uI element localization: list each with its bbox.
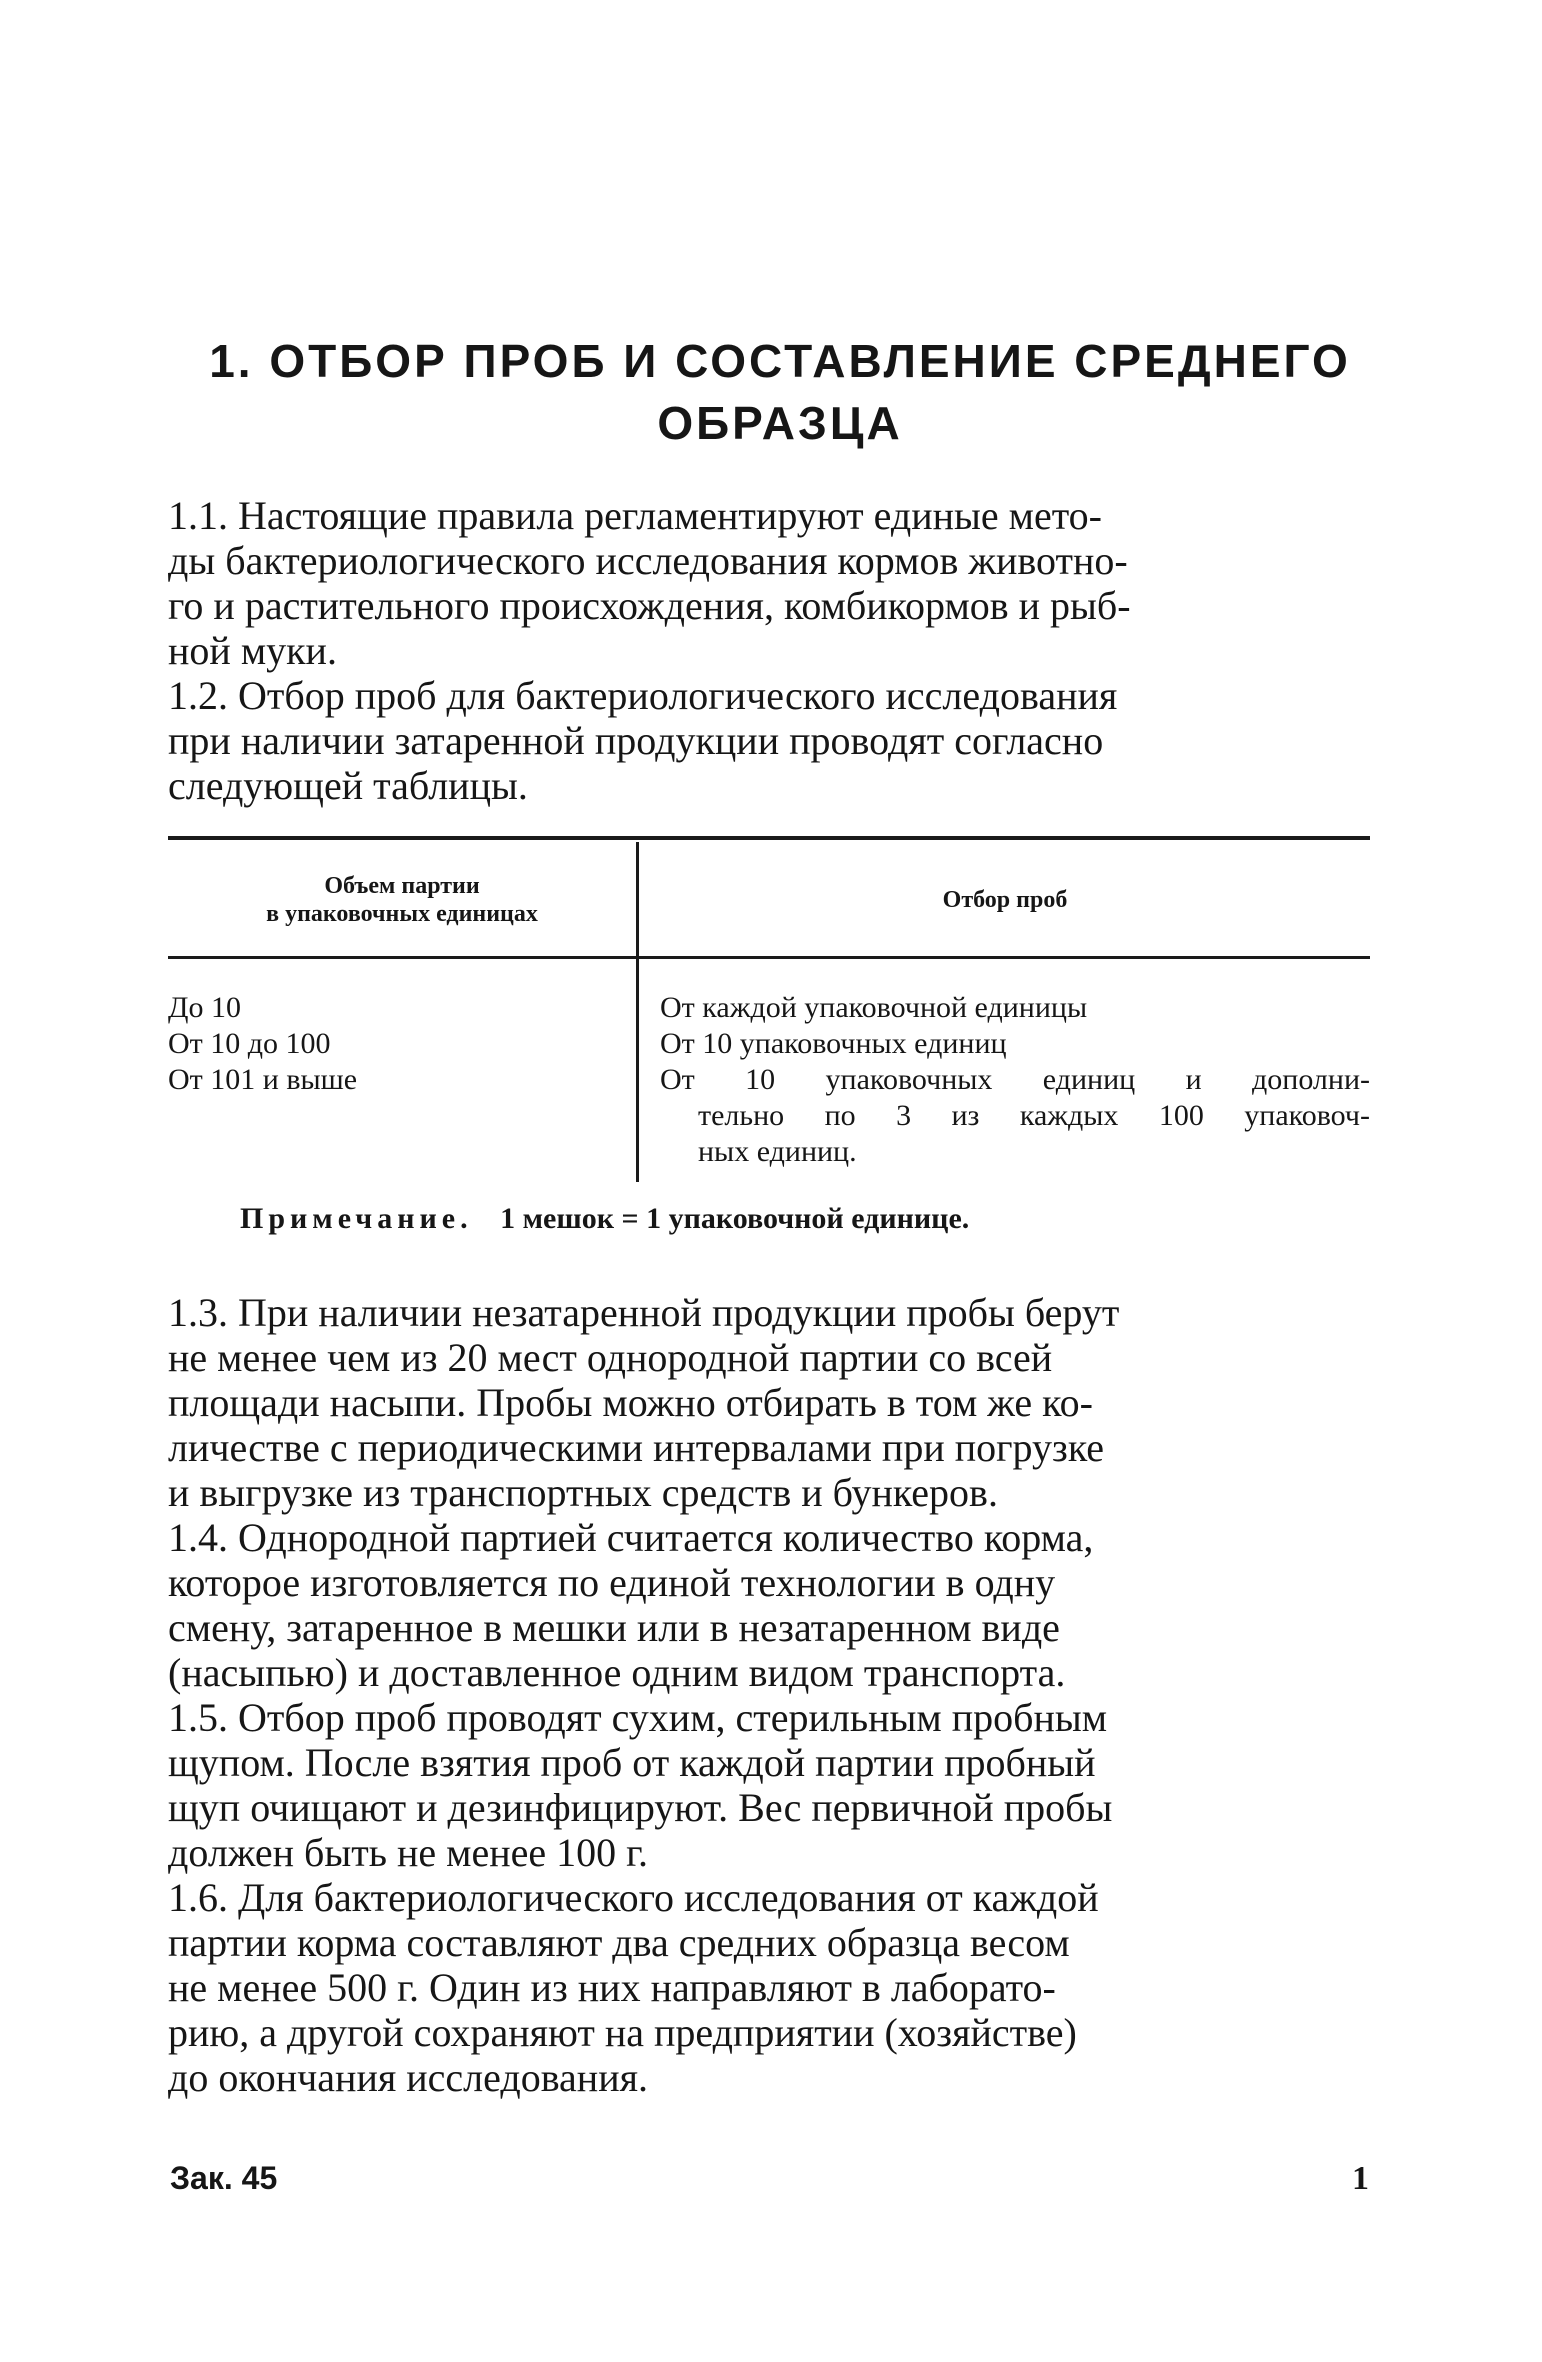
text-line: не менее чем из 20 мест однородной партии со всей bbox=[168, 1335, 1053, 1380]
table-column-volume bbox=[168, 990, 628, 1098]
text-line: 1.3. При наличии незатаренной продукции пробы берут bbox=[168, 1290, 1120, 1335]
text-line: го и растительного происхождения, комбикормов и рыб- bbox=[168, 583, 1131, 628]
paragraph-1-4 bbox=[168, 1515, 1370, 1695]
section-title bbox=[160, 330, 1400, 454]
text-line: 1.2. Отбор проб для бактериологического исследования bbox=[168, 673, 1118, 718]
text-line: следующей таблицы. bbox=[168, 763, 528, 808]
text-line: щуп очищают и дезинфицируют. Вес первичной пробы bbox=[168, 1785, 1113, 1830]
table-cell: От 10 упаковочных единиц и дополни- bbox=[660, 1063, 1370, 1096]
section-title-line-2: ОБРАЗЦА bbox=[657, 397, 903, 449]
paragraph-1-5 bbox=[168, 1695, 1370, 1875]
table-column-divider bbox=[636, 842, 639, 1182]
text-line: и выгрузке из транспортных средств и бункеров. bbox=[168, 1470, 998, 1515]
note-text: 1 мешок = 1 упаковочной единице. bbox=[500, 1202, 970, 1235]
text-line: (насыпью) и доставленное одним видом транспорта. bbox=[168, 1650, 1066, 1695]
table-top-rule bbox=[168, 836, 1370, 840]
text-line: партии корма составляют два средних образца весом bbox=[168, 1920, 1070, 1965]
text-line: 1.5. Отбор проб проводят сухим, стерильным пробным bbox=[168, 1695, 1108, 1740]
text-line: которое изготовляется по единой технологии в одну bbox=[168, 1560, 1056, 1605]
header-line: в упаковочных единицах bbox=[266, 901, 538, 927]
table-cell: От каждой упаковочной единицы bbox=[660, 991, 1088, 1024]
table-cell: ных единиц. bbox=[698, 1135, 857, 1168]
text-line: 1.1. Настоящие правила регламентируют единые мето- bbox=[168, 493, 1102, 538]
text-line: щупом. После взятия проб от каждой партии пробный bbox=[168, 1740, 1096, 1785]
note-label: Примечание. bbox=[240, 1202, 473, 1235]
text-line: должен быть не менее 100 г. bbox=[168, 1830, 649, 1875]
table-cell: От 101 и выше bbox=[168, 1063, 358, 1096]
text-line: ды бактериологического исследования кормов животно- bbox=[168, 538, 1128, 583]
text-line: не менее 500 г. Один из них направляют в лаборато- bbox=[168, 1965, 1056, 2010]
paragraph-1-1 bbox=[168, 493, 1370, 673]
table-cell: До 10 bbox=[168, 991, 241, 1024]
paragraph-1-6 bbox=[168, 1875, 1370, 2100]
order-number: Зак. 45 bbox=[170, 2160, 278, 2196]
text-line: ной муки. bbox=[168, 628, 337, 673]
table-header-volume bbox=[168, 872, 636, 928]
paragraph-1-2 bbox=[168, 673, 1370, 808]
text-line: рию, а другой сохраняют на предприятии (хозяйстве) bbox=[168, 2010, 1077, 2055]
text-line: 1.4. Однородной партией считается количество корма, bbox=[168, 1515, 1094, 1560]
text-line: при наличии затаренной продукции проводят согласно bbox=[168, 718, 1104, 763]
table-column-sampling bbox=[660, 990, 1370, 1170]
table-header-rule bbox=[168, 956, 1370, 959]
table-cell: тельно по 3 из каждых 100 упаковоч- bbox=[698, 1099, 1370, 1132]
section-title-line-1: 1. ОТБОР ПРОБ И СОСТАВЛЕНИЕ СРЕДНЕГО bbox=[209, 335, 1351, 387]
table-cell: От 10 до 100 bbox=[168, 1027, 331, 1060]
text-line: до окончания исследования. bbox=[168, 2055, 649, 2100]
text-line: 1.6. Для бактериологического исследования от каждой bbox=[168, 1875, 1099, 1920]
text-line: смену, затаренное в мешки или в незатаренном виде bbox=[168, 1605, 1060, 1650]
page-number: 1 bbox=[1352, 2160, 1369, 2197]
table-cell: От 10 упаковочных единиц bbox=[660, 1027, 1007, 1060]
paragraph-1-3 bbox=[168, 1290, 1370, 1515]
table-note bbox=[240, 1202, 969, 1236]
text-line: площади насыпи. Пробы можно отбирать в том же ко- bbox=[168, 1380, 1093, 1425]
text-line: личестве с периодическими интервалами при погрузке bbox=[168, 1425, 1105, 1470]
header-line: Объем партии bbox=[324, 873, 480, 899]
table-header-sampling: Отбор проб bbox=[942, 887, 1068, 913]
